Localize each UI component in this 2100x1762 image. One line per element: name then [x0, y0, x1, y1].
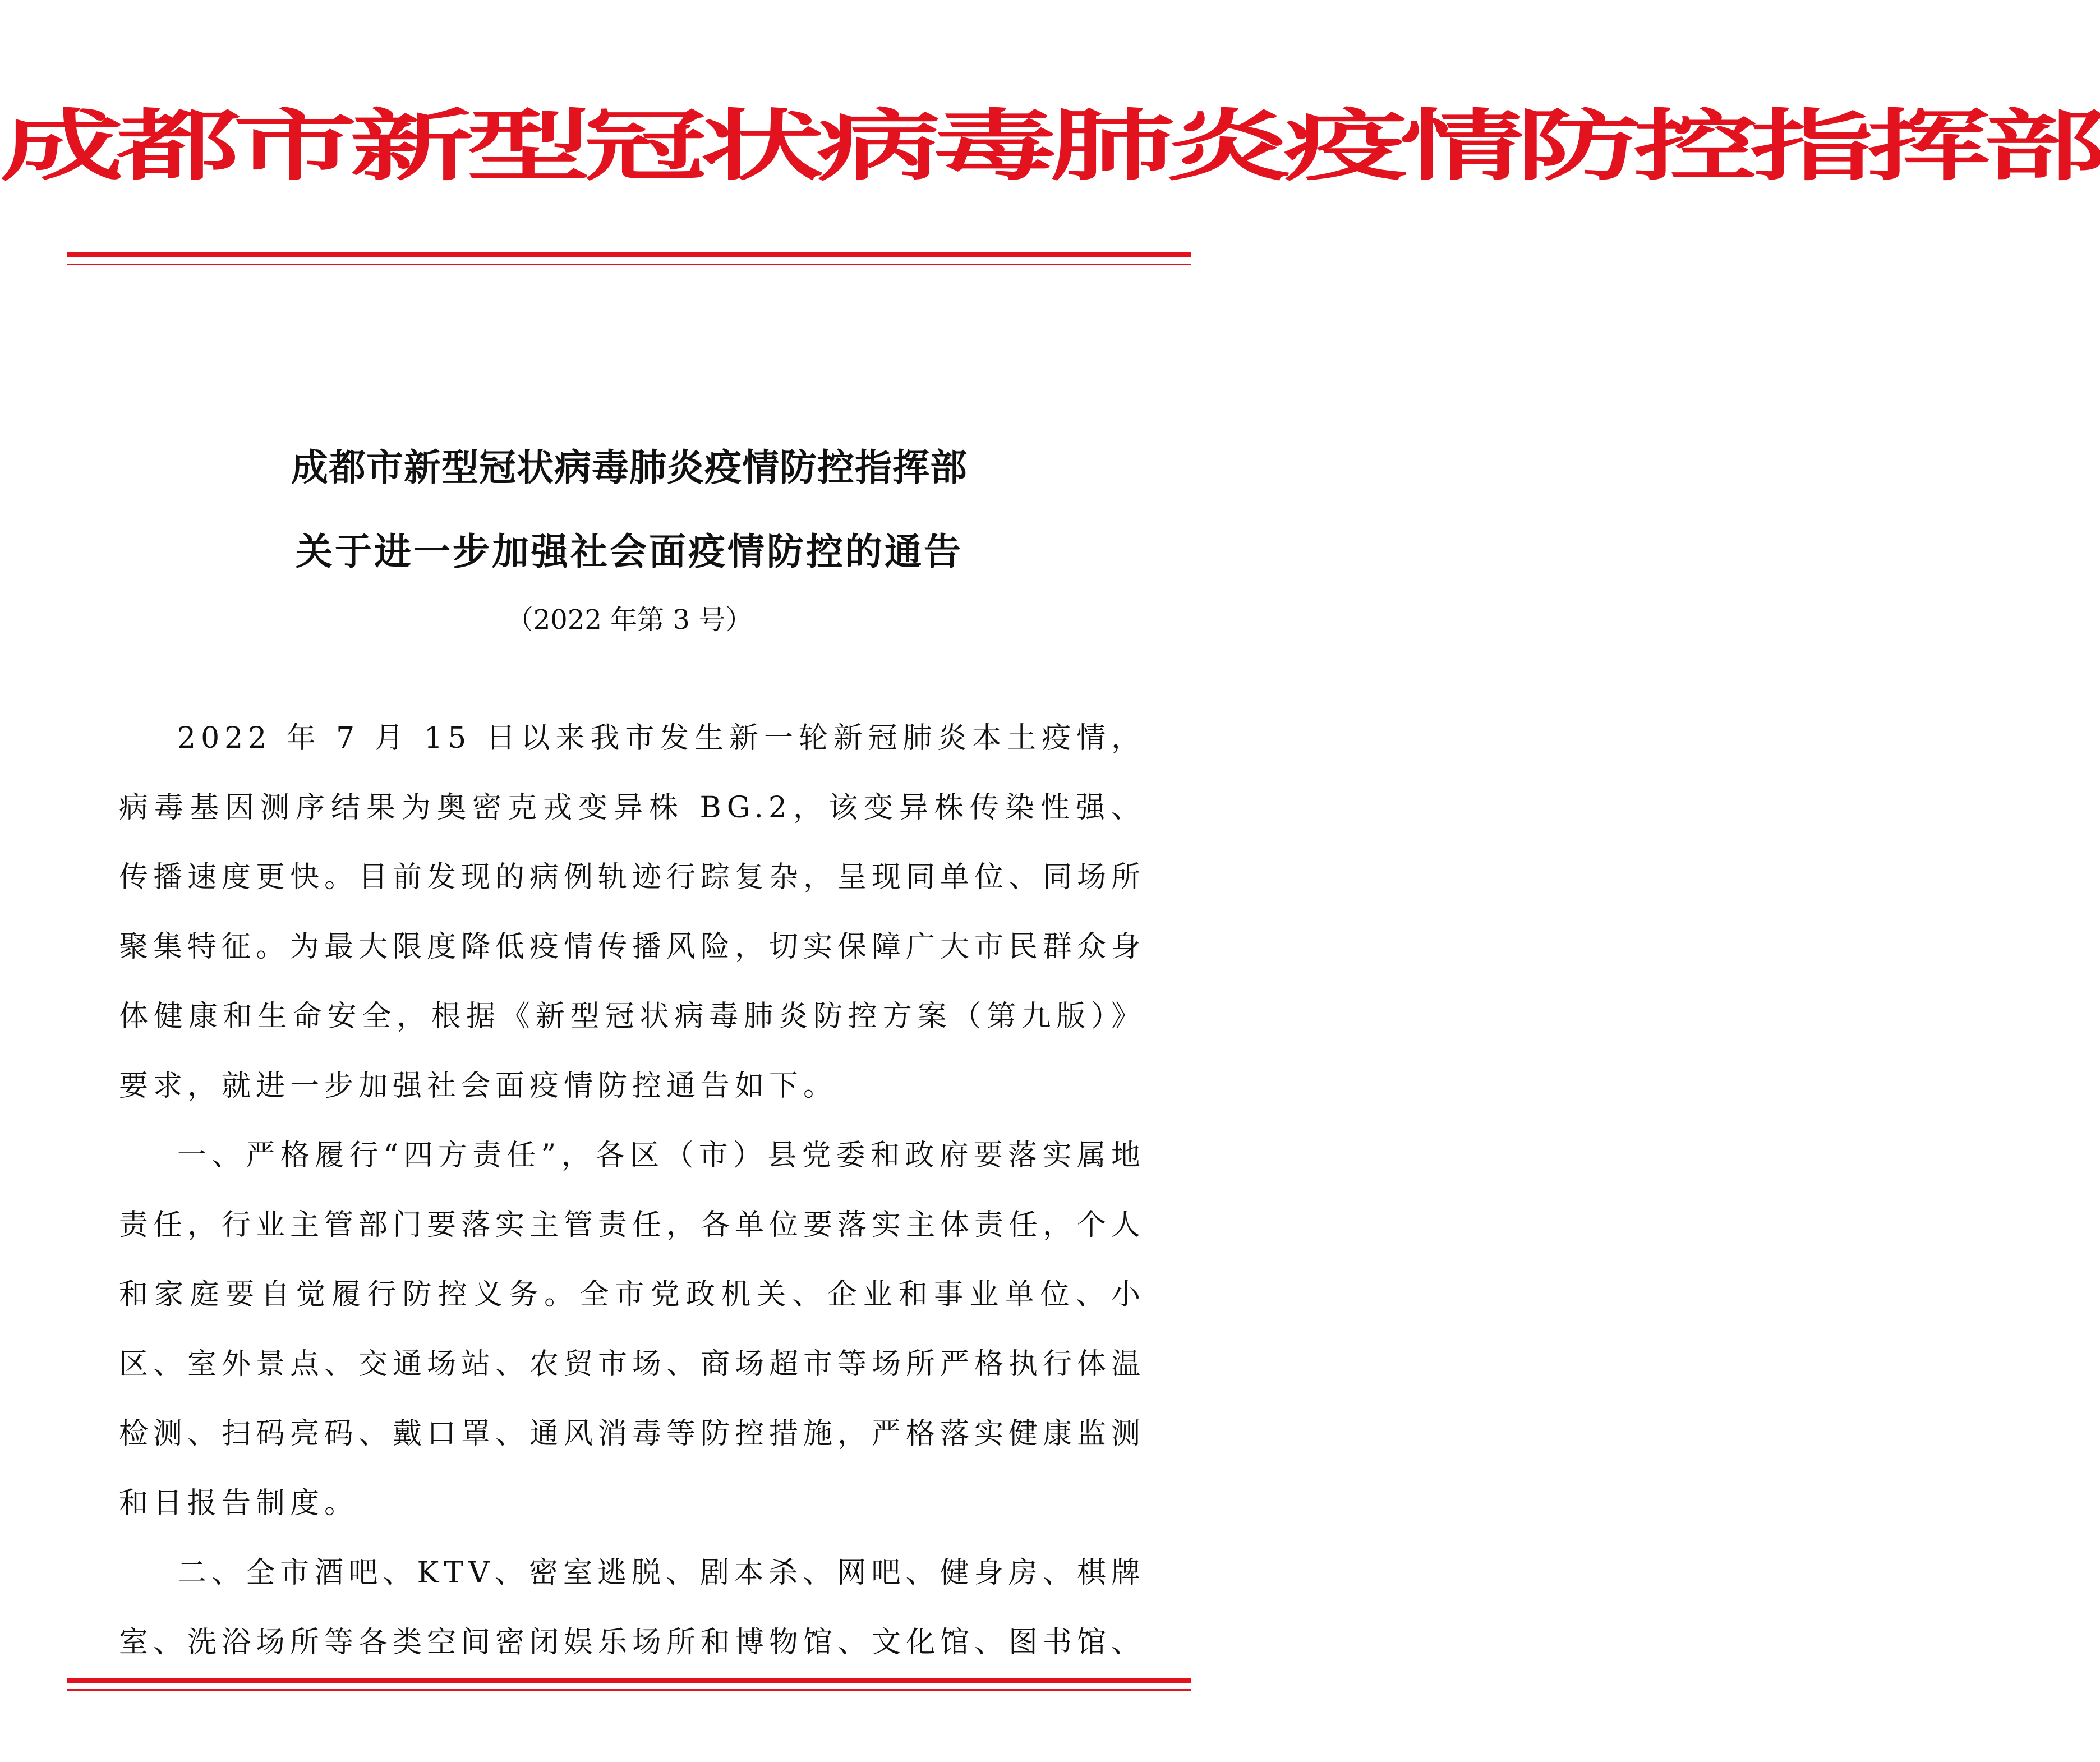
document-number: （2022 年第 3 号） — [506, 604, 753, 636]
masthead — [0, 54, 2100, 239]
paragraph-item-1: 一、严格履行“四方责任”，各区（市）县党委和政府要落实属地责任，行业主管部门要落实主管责任，各单位要落实主体责任，个人和家庭要自觉履行防控义务。全市党政机关、企业和事业单位、小区、室外景点、交通场站、农贸市场、商场超市等场所严格执行体温检测、扫码亮码、戴口罩、通风消毒等防控措施，严格落实健康监测和日报告制度。 — [119, 1139, 1146, 1520]
document-body — [119, 703, 1145, 1677]
document-title-line-1: 成都市新型冠状病毒肺炎疫情防控指挥部 — [291, 445, 968, 489]
masthead-divider-thin — [67, 264, 1191, 265]
paragraph-item-2: 二、全市酒吧、KTV、密室逃脱、剧本杀、网吧、健身房、棋牌室、洗浴场所等各类空间密闭娱乐场所和博物馆、文化馆、图书馆、 — [119, 1556, 1146, 1659]
footer-divider-thin — [67, 1689, 1191, 1691]
masthead-title: 成都市新型冠状病毒肺炎疫情防控指挥部 — [0, 101, 2100, 191]
paragraph-intro: 2022 年 7 月 15 日以来我市发生新一轮新冠肺炎本土疫情，病毒基因测序结果为奥密克戎变异株 BG.2，该变异株传染性强、传播速度更快。目前发现的病例轨迹行踪复杂，呈现同单位、同场所聚集特征。为最大限度降低疫情传播风险，切实保障广大市民群众身体健康和生命安全，根据《新型冠状病毒肺炎防控方案（第九版）》要求，就进一步加强社会面疫情防控通告如下。 — [119, 721, 1146, 1103]
document-title-line-2: 关于进一步加强社会面疫情防控的通告 — [296, 530, 963, 573]
masthead-divider-thick — [67, 252, 1191, 257]
footer-divider-thick — [67, 1678, 1191, 1683]
